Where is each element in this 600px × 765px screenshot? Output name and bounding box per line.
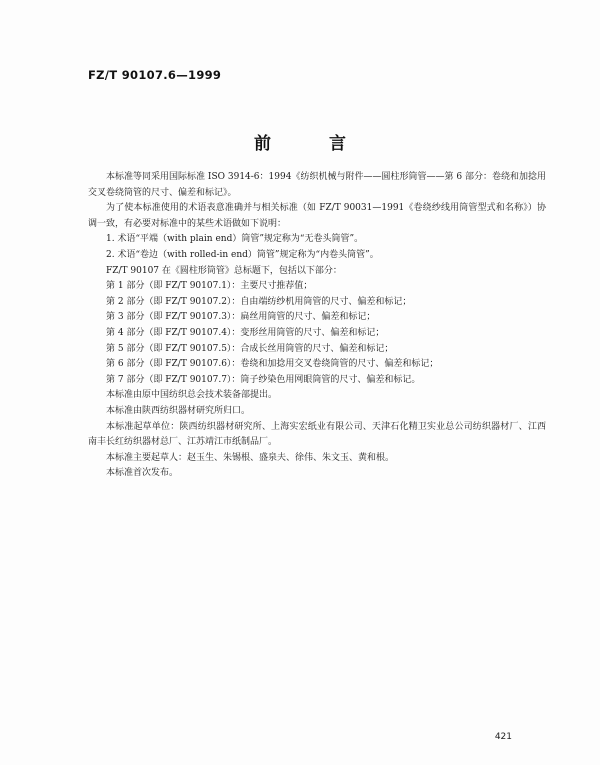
paragraph-responsible-org: 本标准由陕西纺织器材研究所归口。 (106, 405, 251, 416)
term-item-rolled-in-end: 2. 术语“卷边（with rolled-in end）筒管”规定称为“内卷头筒管”。 (106, 249, 379, 260)
series-intro: FZ/T 90107 在《圆柱形筒管》总标题下，包括以下部分： (106, 265, 342, 276)
term-item-plain-end: 1. 术语“平端（with plain end）筒管”规定称为“无卷头筒管”。 (106, 234, 364, 245)
part-item-5: 第 5 部分（即 FZ/T 90107.5）：合成长丝用筒管的尺寸、偏差和标记； (106, 343, 394, 354)
paragraph-drafting-units: 本标准起草单位：陕西纺织器材研究所、上海实宏纸业有限公司、天津石化精卫实业总公司纺织器材厂、江西南丰长红纺织器材总厂、江苏靖江市纸制品厂。 (88, 421, 546, 448)
part-item-4: 第 4 部分（即 FZ/T 90107.4）：变形丝用筒管的尺寸、偏差和标记； (106, 327, 385, 338)
paragraph-terminology: 为了使本标准使用的术语表意准确并与相关标准（如 FZ/T 90031—1991《卷绕纱线用筒管型式和名称》）协调一致，有必要对标准中的某些术语做如下说明： (88, 203, 546, 229)
part-item-3: 第 3 部分（即 FZ/T 90107.3）：扁丝用筒管的尺寸、偏差和标记； (106, 312, 376, 323)
part-item-6: 第 6 部分（即 FZ/T 90107.6）：卷绕和加捻用交叉卷绕筒管的尺寸、偏差和标记； (106, 359, 439, 370)
paragraph-adoption: 本标准等同采用国际标准 ISO 3914-6：1994《纺织机械与附件——圆柱形筒管——第 6 部分：卷绕和加捻用交叉卷绕筒管的尺寸、偏差和标记》。 (88, 172, 546, 198)
standard-code: FZ/T 90107.6—1999 (88, 68, 222, 82)
paragraph-proposed-by: 本标准由原中国纺织总会技术装备部提出。 (106, 390, 278, 401)
part-item-1: 第 1 部分（即 FZ/T 90107.1）：主要尺寸推荐值； (106, 281, 313, 292)
foreword-body (88, 170, 546, 482)
part-item-7: 第 7 部分（即 FZ/T 90107.7）：筒子纱染色用网眼筒管的尺寸、偏差和标记。 (106, 374, 421, 385)
page-title: 前 言 (254, 134, 372, 154)
page-number: 421 (494, 732, 512, 742)
part-item-2: 第 2 部分（即 FZ/T 90107.2）：自由端纺纱机用筒管的尺寸、偏差和标记； (106, 296, 412, 307)
paragraph-first-release: 本标准首次发布。 (106, 468, 179, 479)
paragraph-drafters: 本标准主要起草人：赵玉生、朱锡根、盛泉夫、徐伟、朱文玉、黄和根。 (106, 452, 395, 463)
